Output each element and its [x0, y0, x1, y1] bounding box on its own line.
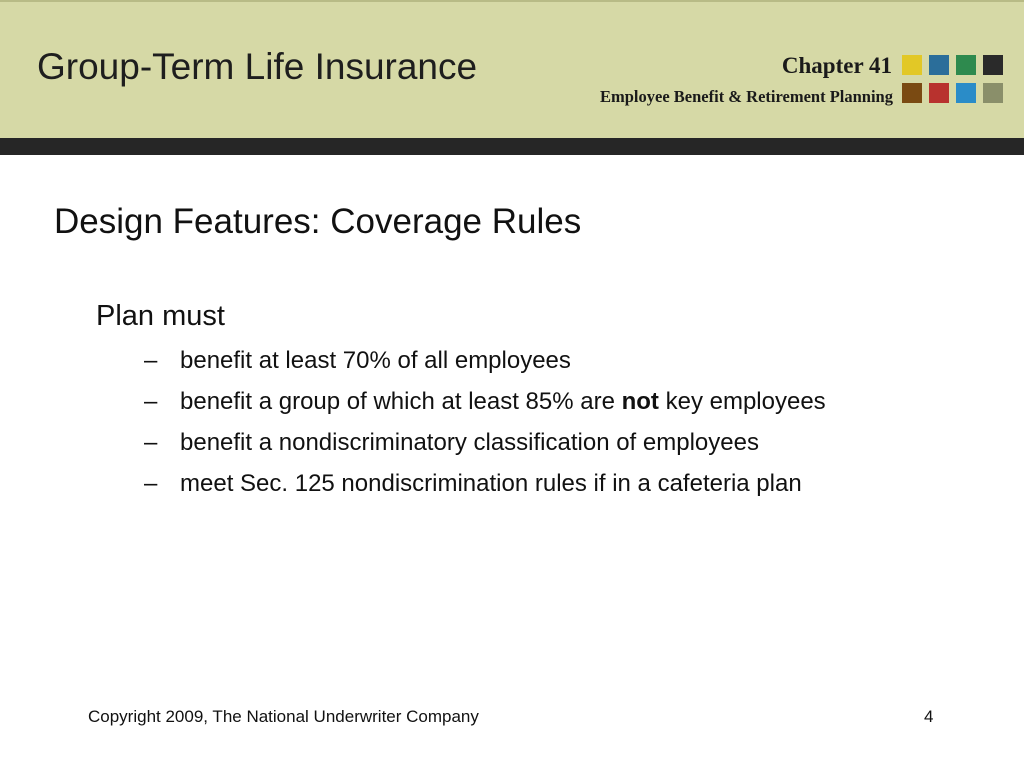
- course-subtitle: Employee Benefit & Retirement Planning: [600, 87, 893, 106]
- bullet-text-pre: benefit a group of which at least 85% are: [180, 388, 622, 415]
- square-bottom-4: [983, 83, 1003, 103]
- square-top-2: [929, 55, 949, 75]
- square-bottom-2: [929, 83, 949, 103]
- bullet-text: benefit a nondiscriminatory classification of employees: [180, 429, 759, 456]
- square-bottom-1: [902, 83, 922, 103]
- square-bottom-3: [956, 83, 976, 103]
- list-item: [144, 386, 826, 427]
- page-number: 4: [924, 707, 934, 726]
- header-divider-bar: [0, 138, 1024, 155]
- list-item: [144, 427, 826, 468]
- bullet-text-bold: not: [621, 388, 659, 415]
- bullet-text: meet Sec. 125 nondiscrimination rules if in a cafeteria plan: [180, 470, 802, 497]
- dash-marker: –: [144, 470, 158, 497]
- bullet-text-post: key employees: [658, 388, 826, 415]
- bullet-list: [144, 345, 826, 509]
- slide-title: Group-Term Life Insurance: [37, 46, 478, 87]
- lead-text: Plan must: [96, 300, 225, 332]
- square-top-3: [956, 55, 976, 75]
- square-top-4: [983, 55, 1003, 75]
- dash-marker: –: [144, 388, 158, 415]
- bullet-text: benefit at least 70% of all employees: [180, 347, 571, 374]
- chapter-label: Chapter 41: [781, 53, 892, 78]
- section-heading: Design Features: Coverage Rules: [54, 202, 582, 241]
- header-banner: [0, 0, 1024, 138]
- list-item: [144, 345, 826, 386]
- dash-marker: –: [144, 429, 158, 456]
- list-item: [144, 468, 826, 509]
- copyright-text: Copyright 2009, The National Underwriter Company: [88, 707, 479, 726]
- square-top-1: [902, 55, 922, 75]
- dash-marker: –: [144, 347, 158, 374]
- color-squares-logo: [902, 55, 1006, 105]
